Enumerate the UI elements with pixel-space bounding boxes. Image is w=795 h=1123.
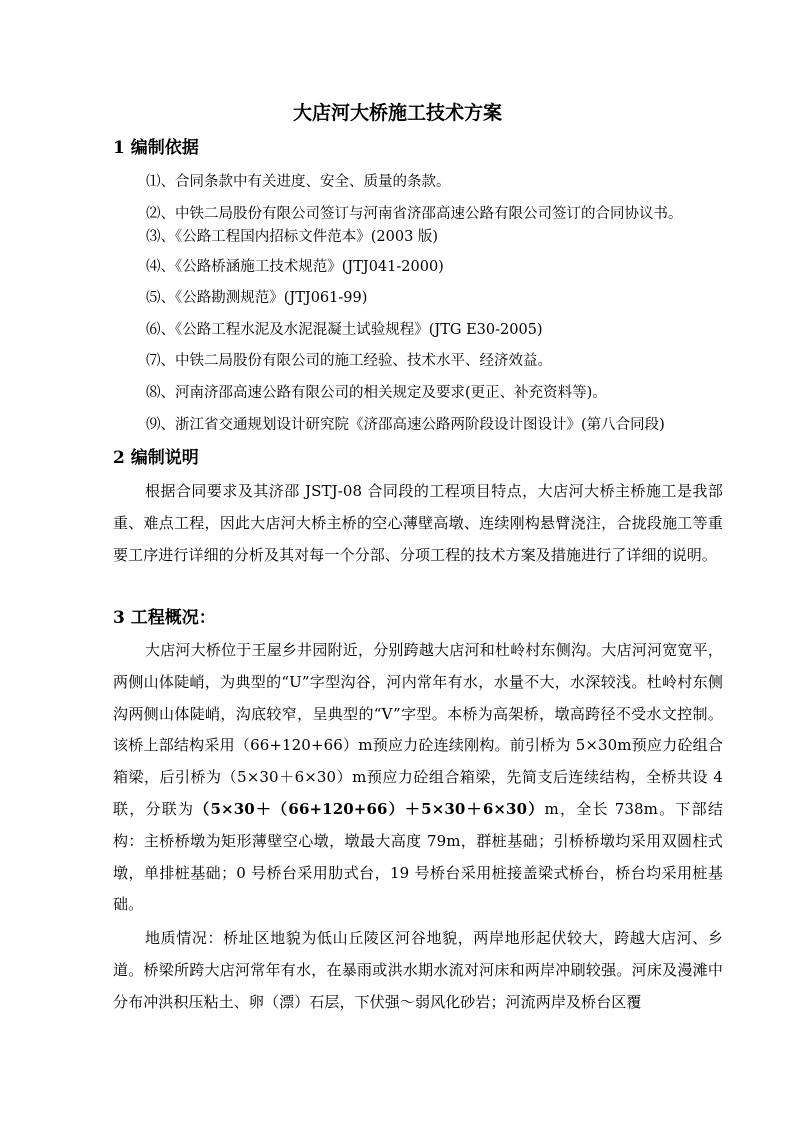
section-heading-overview: 3 工程概况： — [113, 608, 216, 628]
overview-paragraph-part-b: m，全长 738m。下部结构：主桥桥墩为矩形薄壁空心墩，墩最大高度 79m，群桩基础；引桥桥墩均采用双圆柱式墩，单排桩基础；0 号桥台采用肋式台，19 号桥台采用桩接盖梁式桥台，桥台均采用桩基础。 — [113, 799, 723, 914]
overview-paragraph — [113, 635, 723, 921]
basis-item-1: ⑴、合同条款中有关进度、安全、质量的条款。 — [146, 174, 451, 190]
section-heading-explanation: 2 编制说明 — [113, 448, 199, 468]
overview-span-layout: （5×30＋（66+120+66）＋5×30＋6×30） — [194, 799, 545, 818]
document-title: 大店河大桥施工技术方案 — [292, 102, 502, 124]
basis-item-9: ⑼、浙江省交通规划设计研究院《济邵高速公路两阶段设计图设计》(第八合同段) — [146, 417, 665, 433]
geology-paragraph: 地质情况：桥址区地貌为低山丘陵区河谷地貌，两岸地形起伏较大，跨越大店河、乡道。桥梁所跨大店河常年有水，在暴雨或洪水期水流对河床和两岸冲刷较强。河床及漫滩中分布冲洪积压粘土、卵（漂）石层，下伏强～弱风化砂岩；河流两岸及桥台区覆 — [113, 929, 723, 1011]
basis-item-3: ⑶、《公路工程国内招标文件范本》(2003 版) — [146, 229, 439, 245]
basis-item-2: ⑵、中铁二局股份有限公司签订与河南省济邵高速公路有限公司签订的合同协议书。 — [146, 206, 683, 222]
basis-item-7: ⑺、中铁二局股份有限公司的施工经验、技术水平、经济效益。 — [146, 353, 552, 369]
basis-item-8: ⑻、河南济邵高速公路有限公司的相关规定及要求(更正、补充资料等)。 — [146, 385, 607, 401]
basis-item-4: ⑷、《公路桥涵施工技术规范》(JTJ041-2000) — [146, 259, 444, 275]
overview-paragraph-part-a: 大店河大桥位于王屋乡井园附近，分别跨越大店河和杜岭村东侧沟。大店河河宽宽平，两侧山体陡峭，为典型的“U”字型沟谷，河内常年有水，水量不大，水深较浅。杜岭村东侧沟两侧山体陡峭，沟底较窄，呈典型的“V”字型。本桥为高架桥，墩高跨径不受水文控制。该桥上部结构采用（66+120+66）m预应力砼连续刚构。前引桥为 5×30m预应力砼组合箱梁，后引桥为（5×30＋6×30）m预应力砼组合箱梁，先简支后连续结构，全桥共设 4 联，分联为 — [113, 641, 723, 818]
explanation-paragraph: 根据合同要求及其济邵 JSTJ-08 合同段的工程项目特点，大店河大桥主桥施工是我部重、难点工程，因此大店河大桥主桥的空心薄壁高墩、连续刚构悬臂浇注，合拢段施工等重要工序进行详细的分析及其对每一个分部、分项工程的技术方案及措施进行了详细的说明。 — [113, 482, 723, 564]
basis-item-6: ⑹、《公路工程水泥及水泥混凝土试验规程》(JTG E30-2005) — [146, 322, 543, 338]
basis-item-5: ⑸、《公路勘测规范》(JTJ061-99) — [146, 290, 368, 306]
section-heading-basis: 1 编制依据 — [113, 138, 199, 158]
